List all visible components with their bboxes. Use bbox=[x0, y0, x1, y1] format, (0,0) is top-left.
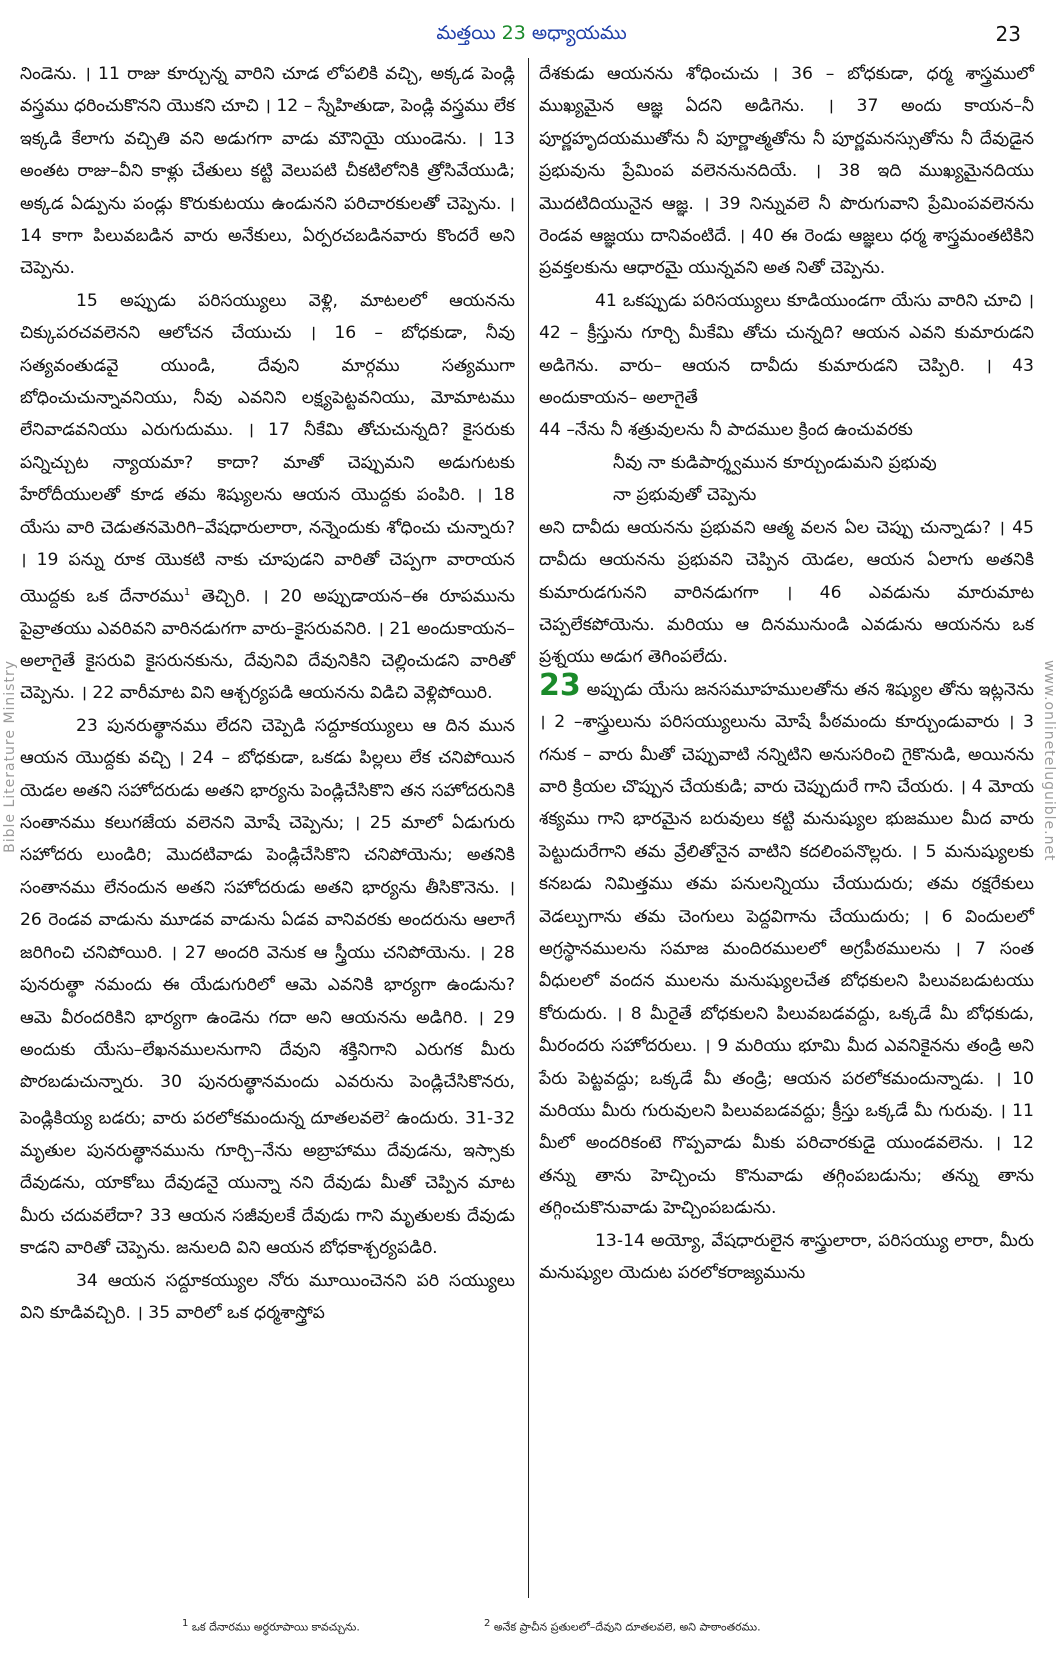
left-paragraph-3: 23 పునరుత్థానము లేదని చెప్పెడి సద్దూకయ్యులు ఆ దిన మున ఆయన యొద్దకు వచ్చి । 24 – బోధకుడా, ఒకడు పిల్లలు లేక చనిపోయిన యెడల అతని సహోదరుడు అతని భార్యను పెండ్లిచేసికొని తన సహోదరునికి సంతానము కలుగజేయ వలెనని మోషే చెప్పెను; । 25 మాలో ఏడుగురు సహోదరు లుండిరి; మొదటివాడు పెండ్లిచేసికొని చనిపోయెను; అతనికి సంతానము లేనందున అతని సహోదరుడు అతని భార్యను తీసికొనెను. । 26 రెండవ వాడును మూడవ వాడును ఏడవ వానివరకు అందరును ఆలాగే జరిగించి చనిపోయిరి. । 27 అందరి వెనుక ఆ స్త్రీయు చనిపోయెను. । 28 పునరుత్థా నమందు ఈ యేడుగురిలో ఆమె ఎవనికి భార్యగా ఉండును? ఆమె వీరందరికిని భార్యగా ఉండెను గదా అని ఆయనను అడిగిరి. । 29 అందుకు యేసు–లేఖనములనుగాని దేవుని శక్తినిగాని ఎరుగక మీరు పొరబడుచున్నారు. 30 పునరుత్థానమందు ఎవరును పెండ్లిచేసికొనరు, పెండ్లికియ్య బడరు; వారు పరలోకమందున్న దూతలవలె$^2$ ఉందురు. 31-32 మృతుల పునరుత్థానమును గూర్చి–నేను అబ్రాహాము దేవుడను, ఇస్సాకు దేవుడను, యాకోబు దేవుడనై యున్నా నని దేవుడు మీతో చెప్పిన మాట మీరు చదువలేదా? 33 ఆయన సజీవులకే దేవుడు గాని మృతులకు దేవుడు కాడని వారితో చెప్పెను. జనులది విని ఆయన బోధకాశ్చర్యపడిరి. bbox=[20, 715, 516, 1259]
page-title: మత్తయి 23 అధ్యాయము bbox=[436, 22, 627, 44]
right-paragraph-1: దేశకుడు ఆయనను శోధించుచు । 36 – బోధకుడా, ధర్మ శాస్త్రములో ముఖ్యమైన ఆజ్ఞ ఏదని అడిగెను. । 37 అందు కాయన–నీ పూర్ణహృదయముతోను నీ పూర్ణాత్మతోను నీ పూర్ణమనస్సుతోను నీ దేవుడైన ప్రభువును ప్రేమింప వలెననునదియే. । 38 ఇది ముఖ్యమైనదియు మొదటిదియునైన ఆజ్ఞ. । 39 నిన్నువలె నీ పొరుగువాని ప్రేమింపవలెనను రెండవ ఆజ్ఞయు దానివంటిదే. । 40 ఈ రెండు ఆజ్ఞలు ధర్మ శాస్త్రమంతటికిని ప్రవక్తలకును ఆధారమై యున్నవని అత నితో చెప్పెను. bbox=[539, 64, 1034, 279]
footnote-ref-2: 2 bbox=[384, 1108, 391, 1120]
footnote-1: $^1$ ఒక దేనారము అర్ధరూపాయి కావచ్చును. bbox=[182, 1618, 360, 1634]
left-column bbox=[20, 58, 515, 1329]
right-paragraph-2: 41 ఒకప్పుడు పరిసయ్యులు కూడియుండగా యేసు వారిని చూచి । 42 – క్రీస్తును గూర్చి మీకేమి తోచు చున్నది? ఆయన ఎవని కుమారుడని అడిగెను. వారు– ఆయన దావీదు కుమారుడని చెప్పిరి. । 43 అందుకాయన– అలాగైతే bbox=[539, 290, 1034, 409]
right-column bbox=[539, 58, 1034, 1289]
left-paragraph-4: 34 ఆయన సద్దూకయ్యుల నోరు మూయించెనని పరి సయ్యులు విని కూడివచ్చిరి. । 35 వారిలో ఒక ధర్మశాస్త్రోప bbox=[20, 1270, 515, 1323]
left-paragraph-2: 15 అప్పుడు పరిసయ్యులు వెళ్లి, మాటలలో ఆయనను చిక్కుపరచవలెనని ఆలోచన చేయుచు । 16 – బోధకుడా, నీవు సత్యవంతుడవై యుండి, దేవుని మార్గము సత్యముగా బోధించుచున్నావనియు, నీవు ఎవనిని లక్ష్యపెట్టవనియు, మోమాటము లేనివాడవనియు ఎరుగుదుము. । 17 నీకేమి తోచుచున్నది? కైసరుకు పన్నిచ్చుట న్యాయమా? కాదా? మాతో చెప్పుమని అడుగుటకు హేరోదీయులతో కూడ తమ శిష్యులను ఆయన యొద్దకు పంపిరి. । 18 యేసు వారి చెడుతనమెరిగి–వేషధారులారా, నన్నెందుకు శోధించు చున్నారు? । 19 పన్ను రూక యొకటి నాకు చూపుడని వారితో చెప్పగా వారాయన యొద్దకు ఒక దేనారము$^1$ తెచ్చిరి. । 20 అప్పుడాయన–ఈ రూపమును పైవ్రాతయు ఎవరివని వారినడుగగా వారు–కైసరువనిరి. । 21 అందుకాయన–అలాగైతే కైసరువి కైసరునకును, దేవునివి దేవునికిని చెల్లించుడని వారితో చెప్పెను. । 22 వారీమాట విని ఆశ్చర్యపడి ఆయనను విడిచి వెళ్లిపోయిరి. bbox=[20, 290, 516, 704]
chapter-start-number: 23 bbox=[539, 667, 581, 703]
left-paragraph-1: నిండెను. । 11 రాజు కూర్చున్న వారిని చూడ లోపలికి వచ్చి, అక్కడ పెండ్లి వస్త్రము ధరించుకొనని యొకని చూచి । 12 – స్నేహితుడా, పెండ్లి వస్త్రము లేక ఇక్కడి కేలాగు వచ్చితి వని అడుగగా వాడు మౌనియై యుండెను. । 13 అంతట రాజు–వీని కాళ్లు చేతులు కట్టి వెలుపటి చీకటిలోనికి త్రోసివేయుడి; అక్కడ ఏడ్పును పండ్లు కొరుకుటయు ఉండునని పరిచారకులతో చెప్పెను. । 14 కాగా పిలువబడిన వారు అనేకులు, ఏర్పరచబడినవారు కొందరే అని చెప్పెను. bbox=[20, 64, 515, 279]
footnote-ref-1: 1 bbox=[183, 586, 191, 598]
page-number: 23 bbox=[995, 22, 1021, 46]
right-paragraph-4: 23 అప్పుడు యేసు జనసమూహములతోను తన శిష్యుల తోను ఇట్లనెను । 2 –శాస్త్రులును పరిసయ్యులును మోషే పీఠమందు కూర్చుండువారు । 3 గనుక – వారు మీతో చెప్పువాటి నన్నిటిని అనుసరించి గైకొనుడి, అయినను వారి క్రియల చొప్పున చేయకుడి; వారు చెప్పుదురే గాని చేయరు. । 4 మోయ శక్యము గాని భారమైన బరువులు కట్టి మనుష్యుల భుజముల మీద వారు పెట్టుదురేగాని తమ వ్రేలితోనైన వాటిని కదలింపనొల్లరు. । 5 మనుష్యులకు కనబడు నిమిత్తము తమ పనులన్నియు చేయుదురు; తమ రక్షరేకులు వెడల్పుగాను తమ చెంగులు పెద్దవిగాను చేయుదురు; । 6 విందులలో అగ్రస్థానములను సమాజ మందిరములలో అగ్రపీఠములను । 7 సంత వీధులలో వందన ములను మనుష్యులచేత బోధకులని పిలువబడుటయు కోరుదురు. । 8 మీరైతే బోధకులని పిలువబడవద్దు, ఒక్కడే మీ బోధకుడు, మీరందరు సహోదరులు. । 9 మరియు భూమి మీద ఎవనికైనను తండ్రి అని పేరు పెట్టవద్దు; ఒక్కడే మీ తండ్రి; ఆయన పరలోకమందున్నాడు. । 10 మరియు మీరు గురువులని పిలువబడవద్దు; క్రీస్తు ఒక్కడే మీ గురువు. । 11 మీలో అందరికంటె గొప్పవాడు మీకు పరిచారకుడై యుండవలెను. । 12 తన్ను తాను హెచ్చించు కొనువాడు తగ్గింపబడును; తన్ను తాను తగ్గించుకొనువాడు హెచ్చింపబడును. bbox=[539, 667, 1034, 1219]
footnote-2: $^2$ అనేక ప్రాచీన ప్రతులలో–దేవుని దూతలవలె, అని పాఠాంతరము. bbox=[484, 1618, 761, 1634]
watermark-right: www.onlineteluguible.net bbox=[1041, 660, 1057, 862]
poem-line-2: నీవు నా కుడిపార్శ్వమున కూర్చుండుమని ప్రభువు bbox=[613, 452, 937, 473]
right-paragraph-3: అని దావీదు ఆయనను ప్రభువని ఆత్మ వలన ఏల చెప్పు చున్నాడు? । 45 దావీదు ఆయనను ప్రభువని చెప్పిన యెడల, ఆయన ఏలాగు అతనికి కుమారుడగునని వారినడుగగా । 46 ఎవడును మారుమాట చెప్పలేకపోయెను. మరియు ఆ దినమునుండి ఎవడును ఆయనను ఒక ప్రశ్నయు అడుగ తెగింపలేదు. bbox=[539, 517, 1034, 668]
poem-line-3: నా ప్రభువుతో చెప్పెను bbox=[613, 485, 757, 506]
chapter-number: 23 bbox=[501, 22, 526, 44]
watermark-left: Bible Literature Ministry bbox=[2, 660, 18, 853]
poem-line-1: 44 –నేను నీ శత్రువులను నీ పాదముల క్రింద ఉంచువరకు bbox=[539, 420, 913, 441]
right-paragraph-5: 13-14 అయ్యో, వేషధారులైన శాస్త్రులారా, పరిసయ్యు లారా, మీరు మనుష్యుల యెదుట పరలోకరాజ్యమును bbox=[539, 1230, 1034, 1284]
column-divider bbox=[528, 58, 529, 1598]
page-header bbox=[0, 18, 1063, 52]
